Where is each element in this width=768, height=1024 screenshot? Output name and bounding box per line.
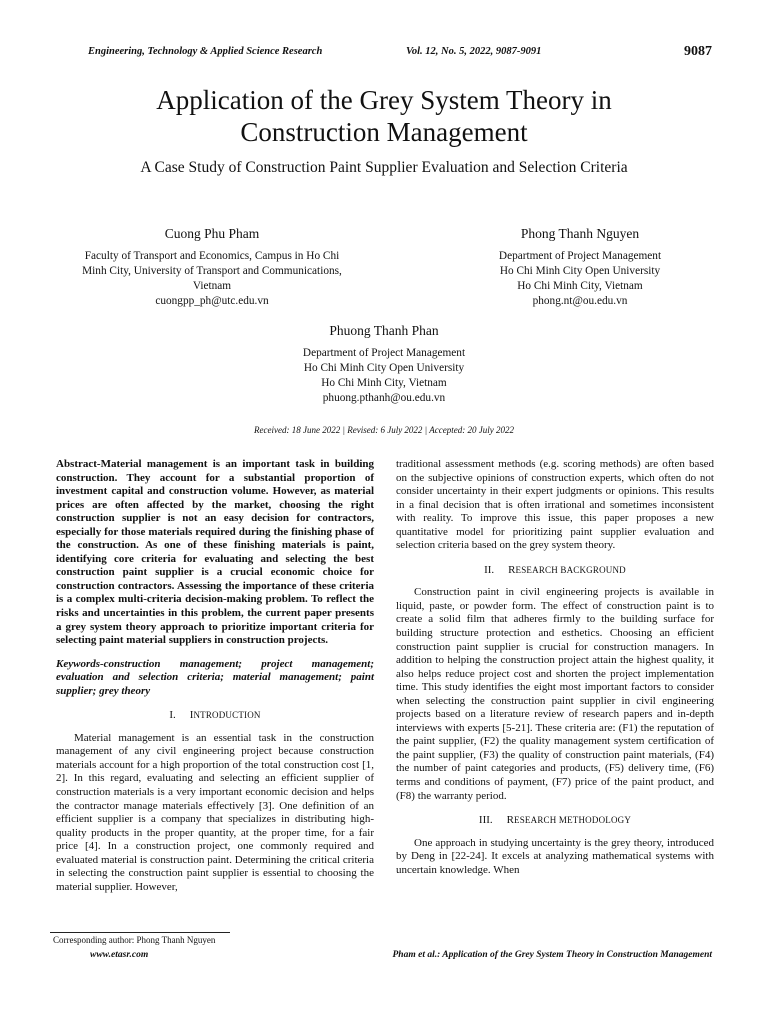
affiliation-line: Vietnam: [192, 280, 232, 292]
paper-title: [40, 84, 728, 148]
section-initial: I: [189, 709, 194, 722]
author-name: Cuong Phu Pham: [164, 226, 260, 241]
right-column: [396, 458, 714, 877]
affiliation-line: Ho Chi Minh City Open University: [499, 265, 661, 277]
section-title: NTRODUCTION: [193, 710, 261, 721]
author-email[interactable]: phuong.pthanh@ou.edu.vn: [322, 392, 446, 404]
section-heading-introduction: [56, 709, 374, 723]
journal-website-link[interactable]: www.etasr.com: [90, 950, 149, 960]
title-line: Application of the Grey System Theory in: [156, 85, 612, 115]
methodology-paragraph: One approach in studying uncertainty is the grey theory, introduced by Deng in [22-24]. It excels at analyzing mathematical systems with uncertain knowledge. When: [396, 836, 714, 876]
volume-info: Vol. 12, No. 5, 2022, 9087-9091: [406, 46, 542, 57]
abstract: Abstract-Material management is an important task in building construction. They account for a substantial proportion of investment capital and construction volume. However, as material prices are often affected by the market, choosing the right construction supplier is not an easy decision for contractors, especially for those materials required during the finishing phase of the construction. As one of these finishing materials is paint, identifying core criteria for evaluating and selecting the best construction paint supplier is a crucial economic choice for construction contractors. Assessing the importance of these criteria is a complex multi-criteria decision-making problem. To reflect the risks and uncertainties in this problem, the current paper presents a grey system theory approach to prioritize important criteria for selecting paint material suppliers in construction projects.: [56, 458, 374, 647]
section-heading-methodology: [396, 814, 714, 828]
author-block: [430, 226, 730, 309]
submission-dates: Received: 18 June 2022 | Revised: 6 July 2022 | Accepted: 20 July 2022: [254, 425, 514, 435]
author-name: Phuong Thanh Phan: [329, 323, 439, 338]
keywords: Keywords-construction management; project management; evaluation and selection criteria; material management; paint supplier; grey theory: [56, 657, 374, 697]
section-title: ESEARCH BACKGROUND: [515, 564, 626, 575]
affiliation-line: Department of Project Management: [498, 250, 662, 262]
section-heading-background: [396, 564, 714, 578]
running-header: [88, 44, 712, 64]
introduction-continued: traditional assessment methods (e.g. scoring methods) are often based on the subjective opinions of construction experts, which often do not consider uncertainty in their expert judgments or opinions. This results in a final decision that is often irrational and sometimes inconsistent with reality. To improve this issue, this paper proposes a new quantitative model for prioritizing paint supplier evaluation and selection criteria based on the grey system theory.: [396, 458, 714, 552]
affiliation-line: Department of Project Management: [302, 347, 466, 359]
section-number: I.: [169, 709, 176, 722]
corresponding-author-note: Corresponding author: Phong Thanh Nguyen: [53, 935, 216, 945]
introduction-paragraph: Material management is an essential task in the construction management of any civil engineering project because construction materials account for a high proportion of the total construction cost [1, 2]. In this regard, evaluating and selecting an efficient supplier of construction materials is a very important economic decision and helps the contractor manage materials effectively [3]. One definition of an efficient supplier is a company that specializes in distributing high-quality products in the proper quantity, at the proper time, for a fair price [4]. In a construction project, one commonly required and evaluated material is construction paint. Determining the critical criteria in selecting the construction paint supplier is essential to choosing the material supplier. However,: [56, 731, 374, 893]
citation-line: Pham et al.: Application of the Grey System Theory in Construction Management: [392, 950, 712, 960]
author-name: Phong Thanh Nguyen: [520, 226, 640, 241]
footnote-divider: [50, 932, 230, 933]
title-line: Construction Management: [240, 117, 528, 147]
section-number: II.: [484, 563, 495, 576]
background-paragraph: Construction paint in civil engineering projects is available in liquid, paste, or powder form. The effect of construction paint is to create a solid film that adheres firmly to the building surface for building structure protection and esthetics. Choosing an efficient construction paint supplier is crucial for construction managers. In addition to helping the construction project attain the highest quality, it also helps reduce project cost and shorten the project implementation time. This study identifies the eight most important factors to consider when selecting the construction paint supplier in civil engineering projects based on a literature review of research papers and in-depth interviews with experts [5-21]. These criteria are: (F1) the reputation of the paint supplier, (F2) the quality management system certification of the paint supplier, (F3) the quality of construction paint materials, (F4) the number of paint categories and products, (F5) delivery time, (F6) terms and conditions of payment, (F7) price of the paint product, and (F8) the warranty period.: [396, 586, 714, 802]
affiliation-line: Ho Chi Minh City Open University: [303, 362, 465, 374]
affiliation-line: Ho Chi Minh City, Vietnam: [321, 377, 447, 389]
page-number: 9087: [684, 44, 712, 59]
section-number: III.: [478, 814, 493, 827]
journal-name: Engineering, Technology & Applied Science Research: [88, 46, 323, 57]
paper-subtitle: A Case Study of Construction Paint Supplier Evaluation and Selection Criteria: [140, 159, 628, 176]
section-initial: R: [506, 814, 515, 827]
author-block: [230, 323, 538, 406]
author-email[interactable]: cuongpp_ph@utc.edu.vn: [155, 295, 269, 307]
section-initial: R: [508, 563, 516, 576]
affiliation-line: Faculty of Transport and Economics, Campus in Ho Chi: [84, 250, 340, 262]
affiliation-line: Minh City, University of Transport and Communications,: [82, 265, 342, 277]
affiliation-line: Ho Chi Minh City, Vietnam: [517, 280, 643, 292]
author-block: [56, 226, 368, 309]
section-title: ESEARCH METHODOLOGY: [514, 815, 632, 826]
author-email[interactable]: phong.nt@ou.edu.vn: [532, 295, 628, 307]
left-column: [56, 458, 374, 894]
